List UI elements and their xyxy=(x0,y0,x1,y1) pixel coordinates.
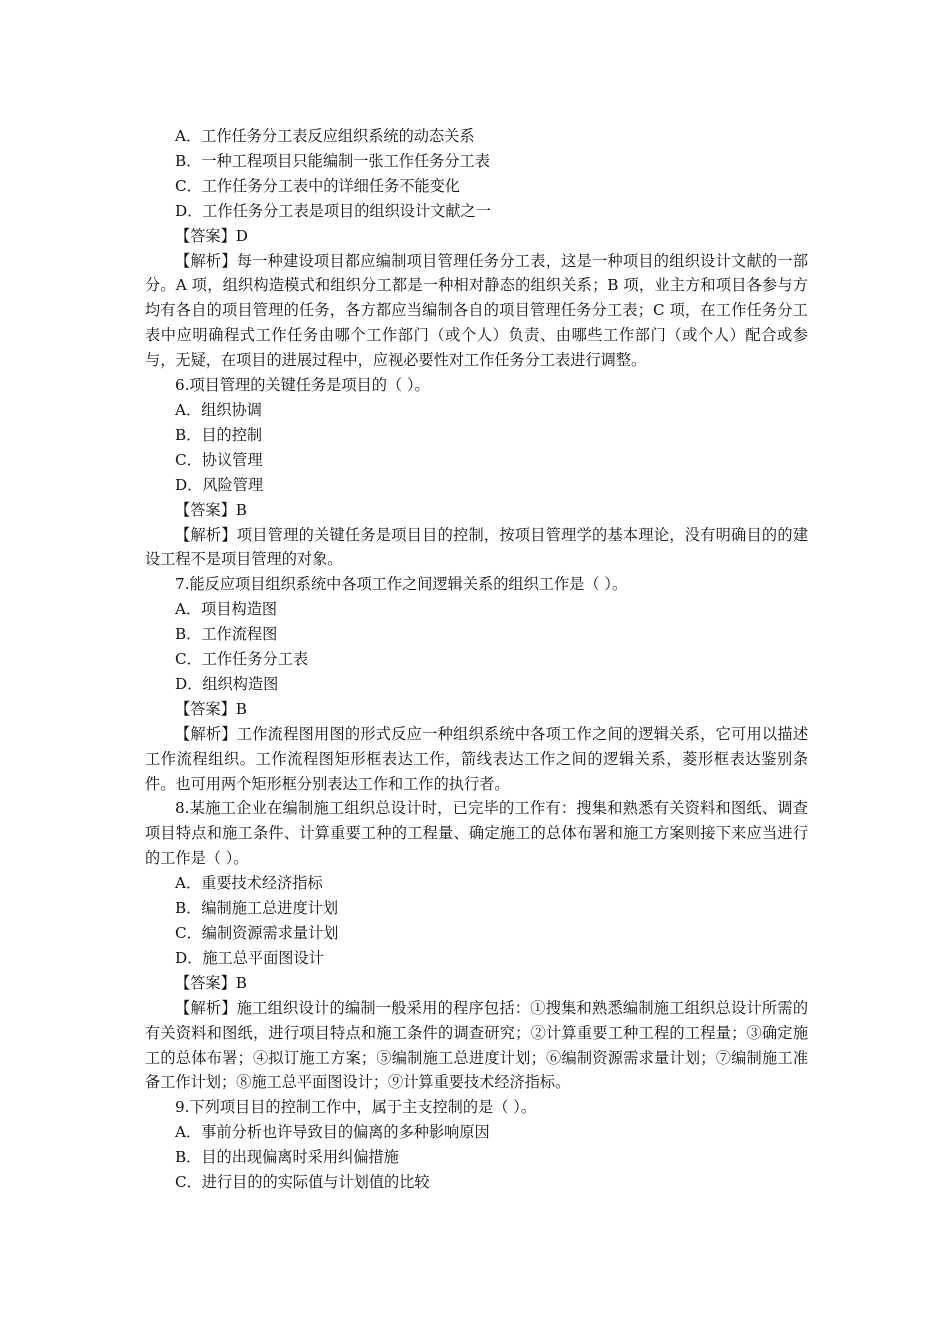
option-d: D．风险管理 xyxy=(175,475,264,494)
answer: 【答案】D xyxy=(175,226,248,245)
option-c: C．编制资源需求量计划 xyxy=(175,924,339,942)
option-d: D．组织构造图 xyxy=(175,674,279,693)
answer: 【答案】B xyxy=(175,699,247,718)
option-a: A．事前分析也许导致目的偏离的多种影响原因 xyxy=(175,1123,490,1142)
option-d: D．工作任务分工表是项目的组织设计文献之一 xyxy=(175,201,491,220)
option-b: B．编制施工总进度计划 xyxy=(175,899,339,918)
option-b: B．目的控制 xyxy=(175,425,263,444)
document-body xyxy=(145,124,808,1195)
question: 7.能反应项目组织系统中各项工作之间逻辑关系的组织工作是（ ）。 xyxy=(175,575,628,594)
option-c: C．进行目的的实际值与计划值的比较 xyxy=(175,1173,430,1192)
option-a: A．组织协调 xyxy=(175,400,262,419)
question: 6.项目管理的关键任务是项目的（ ）。 xyxy=(175,376,430,395)
option-b: B．一种工程项目只能编制一张工作任务分工表 xyxy=(175,151,490,170)
option-d: D．施工总平面图设计 xyxy=(175,948,324,967)
question: 9.下列项目目的控制工作中，属于主支控制的是（ ）。 xyxy=(175,1098,537,1117)
analysis: 【解析】施工组织设计的编制一般采用的程序包括：①搜集和熟悉编制施工组织总设计所需的有关资料和图纸，进行项目特点和施工条件的调查研究；②计算重要工种工程的工程量；③确定施工的总体布署；④拟订施工方案；⑤编制施工总进度计划；⑥编制资源需求量计划；⑦编制施工准备工作计划；⑧施工总平面图设计；⑨计算重要技术经济指标。 xyxy=(145,998,808,1092)
option-c: C．协议管理 xyxy=(175,450,263,469)
analysis: 【解析】每一种建设项目都应编制项目管理任务分工表，这是一种项目的组织设计文献的一部分。A 项，组织构造模式和组织分工都是一种相对静态的组织关系；B 项，业主方和项目各参与方均有各自的项目管理的任务，各方都应当编制各自的项目管理任务分工表；C 项，在工作任务分工表中应明确程式工作任务由哪个工作部门（或个人）负责、由哪些工作部门（或个人）配合或参与，无疑，在项目的进展过程中，应视必要性对工作任务分工表进行调整。 xyxy=(145,251,808,370)
option-b: B．工作流程图 xyxy=(175,625,278,644)
option-a: A．工作任务分工表反应组织系统的动态关系 xyxy=(175,127,475,145)
option-a: A．重要技术经济指标 xyxy=(175,874,323,893)
option-b: B．目的出现偏离时采用纠偏措施 xyxy=(175,1148,399,1167)
question: 8.某施工企业在编制施工组织总设计时，已完毕的工作有：搜集和熟悉有关资料和图纸、调查项目特点和施工条件、计算重要工种的工程量、确定施工的总体布署和施工方案则接下来应当进行的工作是（ ）。 xyxy=(145,799,808,868)
answer: 【答案】B xyxy=(175,973,247,992)
option-c: C．工作任务分工表 xyxy=(175,650,309,669)
answer: 【答案】B xyxy=(175,500,247,519)
option-c: C．工作任务分工表中的详细任务不能变化 xyxy=(175,176,460,195)
analysis: 【解析】项目管理的关键任务是项目目的控制，按项目管理学的基本理论，没有明确目的的建设工程不是项目管理的对象。 xyxy=(145,525,808,569)
option-a: A．项目构造图 xyxy=(175,600,278,619)
analysis: 【解析】工作流程图用图的形式反应一种组织系统中各项工作之间的逻辑关系，它可用以描述工作流程组织。工作流程图矩形框表达工作，箭线表达工作之间的逻辑关系，菱形框表达鉴别条件。也可用两个矩形框分别表达工作和工作的执行者。 xyxy=(145,724,808,793)
